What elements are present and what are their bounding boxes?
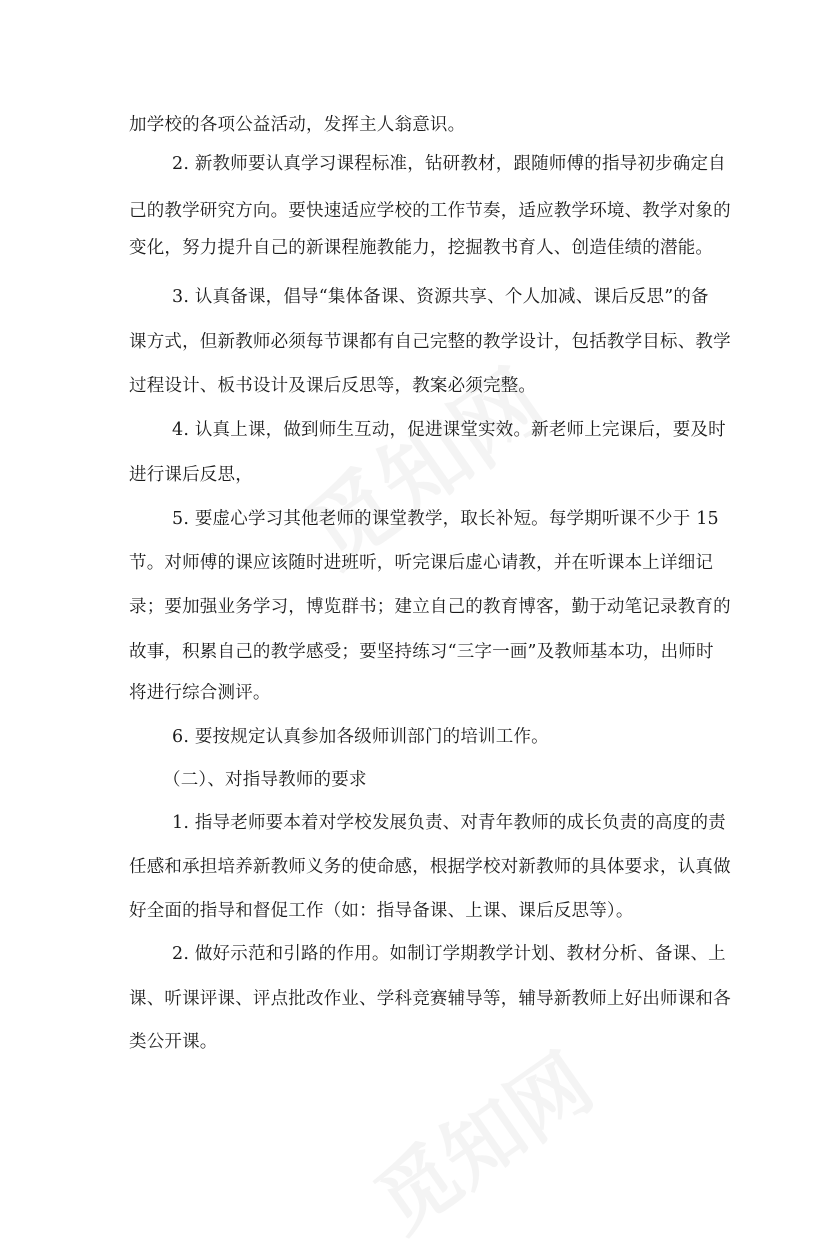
paragraph-line: 4. 认真上课，做到师生互动，促进课堂实效。新老师上完课后，要及时: [172, 420, 726, 440]
paragraph-line: 故事，积累自己的教学感受；要坚持练习“三字一画”及教师基本功，出师时: [129, 642, 714, 662]
paragraph-line: 6. 要按规定认真参加各级师训部门的培训工作。: [172, 727, 549, 747]
paragraph-line: 己的教学研究方向。要快速适应学校的工作节奏，适应教学环境、教学对象的: [129, 201, 731, 221]
paragraph-line: 将进行综合测评。: [129, 683, 271, 703]
paragraph-line: 课方式，但新教师必须每节课都有自己完整的教学设计，包括教学目标、教学: [129, 332, 731, 352]
paragraph-line: 录；要加强业务学习，博览群书；建立自己的教育博客，勤于动笔记录教育的: [129, 597, 731, 617]
paragraph-line: 2. 做好示范和引路的作用。如制订学期教学计划、教材分析、备课、上: [172, 944, 726, 964]
paragraph-line: 类公开课。: [129, 1032, 218, 1052]
paragraph-line: 2. 新教师要认真学习课程标准，钻研教材，跟随师傅的指导初步确定自: [172, 154, 726, 174]
paragraph-line: 变化，努力提升自己的新课程施教能力，挖掘教书育人、创造佳绩的潜能。: [129, 238, 714, 258]
paragraph-line: 课、听课评课、评点批改作业、学科竞赛辅导等，辅导新教师上好出师课和各: [129, 989, 731, 1009]
paragraph-line: 1. 指导老师要本着对学校发展负责、对青年教师的成长负责的高度的责: [172, 813, 726, 833]
section-heading: （二）、对指导教师的要求: [163, 770, 367, 790]
paragraph-line: 任感和承担培养新教师义务的使命感，根据学校对新教师的具体要求，认真做: [129, 857, 731, 877]
paragraph-line: 5. 要虚心学习其他老师的课堂教学，取长补短。每学期听课不少于 15: [172, 509, 719, 529]
paragraph-line: 加学校的各项公益活动，发挥主人翁意识。: [129, 115, 466, 135]
paragraph-line: 节。对师傅的课应该随时进班听，听完课后虚心请教，并在听课本上详细记: [129, 553, 714, 573]
paragraph-line: 进行课后反思，: [129, 465, 253, 485]
watermark: [349, 1022, 612, 1253]
paragraph-line: 3. 认真备课，倡导“集体备课、资源共享、个人加减、课后反思”的备: [172, 287, 709, 307]
paragraph-line: 好全面的指导和督促工作（如：指导备课、上课、课后反思等）。: [129, 901, 634, 921]
paragraph-line: 过程设计、板书设计及课后反思等，教案必须完整。: [129, 376, 537, 396]
